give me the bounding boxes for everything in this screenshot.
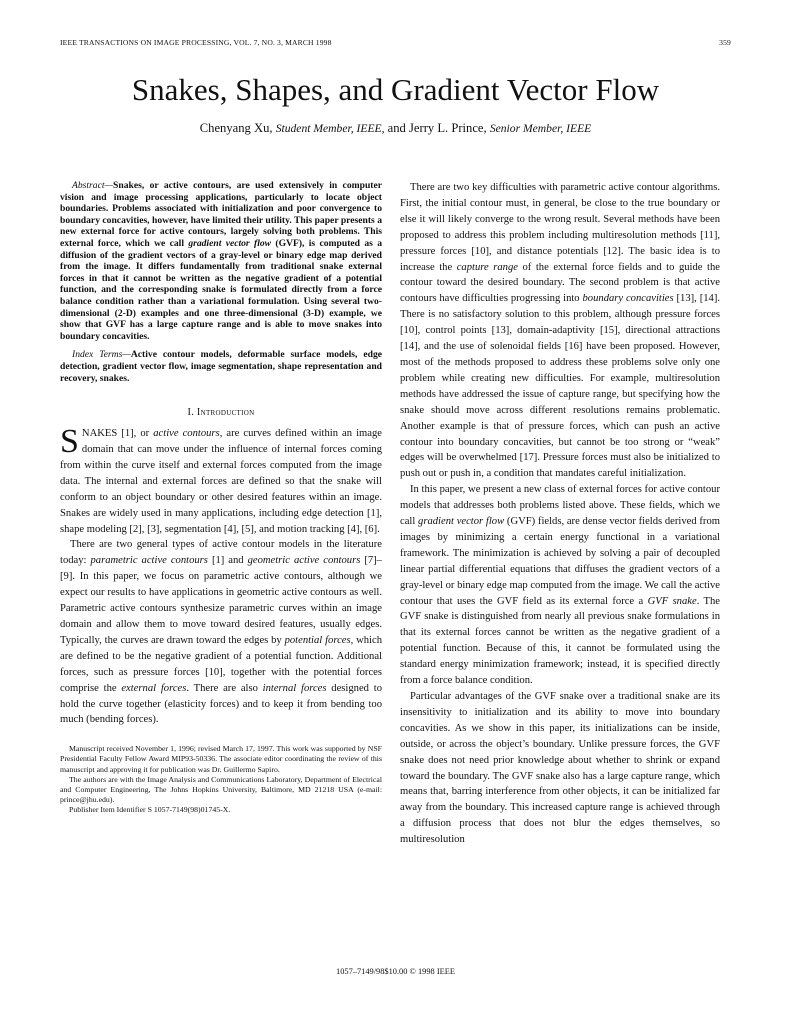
first-page-footnote [60, 744, 382, 815]
author-title-2: Senior Member, IEEE [489, 122, 592, 135]
abstract-text-1: Snakes, or active contours, are used extensively in computer vision and image processing applications, particularly to locate object boundaries. Problems associated with initialization and poor convergence to boundary concavities, however, have limited their utility. This paper presents a new external force for active contours, largely solving both problems. This external force, which we call [60, 180, 382, 249]
intro-paragraph-1 [60, 423, 382, 537]
author-name-2: Jerry L. Prince, [409, 121, 487, 135]
copyright-line: 1057–7149/98$10.00 © 1998 IEEE [336, 967, 455, 976]
paper-title: Snakes, Shapes, and Gradient Vector Flow [131, 72, 660, 107]
intro-text: , which are defined to be the negative gradient of a potential function. Additional forces, such as pressure forces [10], together with the potential forces comprise the [60, 634, 382, 694]
footnote-manuscript: Manuscript received November 1, 1996; revised March 17, 1997. This work was supported by NSF Presidential Faculty Fellow Award MIP93-50336. The associate editor coordinating the review of this manuscript and approving it for publication was Dr. Guillermo Sapiro. [60, 744, 382, 774]
body-term: GVF snake [647, 595, 697, 607]
intro-term: active contours [153, 428, 220, 440]
author-title-1: Student Member, IEEE, [275, 122, 385, 135]
drop-cap: S [60, 423, 79, 461]
intro-text: designed to hold the curve together (elasticity forces) and to keep it from bending too much (bending forces). [60, 682, 382, 726]
body-text: In this paper, we present a new class of external forces for active contour models that addresses both problems listed above. These fields, which we call [400, 484, 720, 528]
running-header [60, 38, 731, 50]
body-text: (GVF) fields, are dense vector fields derived from images by minimizing a certain energy functional in a variational framework. The minimization is achieved by solving a pair of decoupled linear partial differential equations that diffuses the gradient vectors of a gray-level or binary edge map computed from the image. We call the active contour that uses the GVF field as its external force a [400, 516, 720, 607]
right-column [400, 180, 720, 952]
body-text: There are two key difficulties with parametric active contour algorithms. First, the initial contour must, in general, be close to the true boundary or else it will likely converge to the wrong result. Several methods have been proposed to address this problem including multiresolution methods [11], pressure forces [10], and distance potentials [12]. The basic idea is to increase the [400, 182, 720, 273]
intro-text: , are curves defined within an image domain that can move under the influence of internal forces coming from within the curve itself and external forces computed from the image data. The internal and external forces are defined so that the snake will conform to an object boundary or other desired features within an image. Snakes are widely used in many applications, including edge detection [1], shape modeling [2], [3], segmentation [4], [5], and motion tracking [4], [6]. [60, 428, 382, 535]
index-terms-text: Active contour models, deformable surface models, edge detection, gradient vector flow, image segmentation, shape representation and recovery, snakes. [60, 349, 382, 384]
index-terms-label: Index Terms— [72, 349, 131, 361]
abstract-label: Abstract— [72, 180, 114, 191]
intro-text: [1] and [207, 555, 248, 567]
author-conjunction: and [387, 121, 406, 135]
intro-text: . There are also [186, 682, 263, 694]
body-term: capture range [456, 261, 518, 273]
section-title: Introduction [196, 407, 255, 419]
intro-term: potential forces [284, 634, 351, 646]
body-term: boundary concavities [582, 293, 674, 305]
footnote-affiliation: The authors are with the Image Analysis and Communications Laboratory, Department of Electrical and Computer Engineering, The Johns Hopkins University, Baltimore, MD 21218 USA (e-mail: prince@jhu.edu). [60, 774, 382, 804]
intro-term: external forces [121, 682, 187, 694]
body-paragraph-3: Particular advantages of the GVF snake over a traditional snake are its insensitivity to initialization and its ability to move into boundary concavities. As we show in this paper, its initializations can be inside, outside, or across the object’s boundary. Unlike pressure forces, the GVF snake does not need prior knowledge about whether to shrink or expand toward the boundary. The GVF snake also has a large capture range, which means that, barring interference from other objects, it can be initialized far away from the boundary. This increased capture range is achieved through a diffusion process that does not blur the edges themselves, so multiresolution [400, 691, 720, 846]
left-column [60, 180, 382, 952]
author-name-1: Chenyang Xu, [199, 121, 273, 135]
intro-paragraph-2 [60, 537, 382, 728]
body-text: . The GVF snake is distinguished from nearly all previous snake formulations in that its external forces cannot be written as the negative gradient of a potential function. Because of this, it cannot be formulated using the standard energy minimization framework; instead, it is specified directly from a force balance condition. [400, 595, 720, 687]
intro-text: There are two general types of active contour models in the literature today: [60, 539, 382, 567]
intro-term: geometric active contours [247, 555, 361, 567]
intro-text: [1], or [117, 428, 154, 440]
abstract [60, 180, 382, 342]
section-numeral: I. [187, 407, 195, 419]
body-text: of the external force fields and to guide the contour toward the desired boundary. The second problem is that active contours have difficulties progressing into [400, 261, 720, 305]
intro-term: parametric active contours [90, 555, 208, 567]
intro-term: internal forces [262, 682, 327, 694]
abstract-text-2: (GVF), is computed as a diffusion of the gradient vectors of a gray-level or binary edge map derived from the image. It differs fundamentally from traditional snake external forces in that it cannot be written as the negative gradient of a potential function, and the corresponding snake is formulated directly from a force balance condition rather than a variational formulation. Using several two-dimensional (2-D) examples and one three-dimensional (3-D) example, we show that GVF has a large capture range and is able to move snakes into boundary concavities. [60, 237, 382, 342]
body-term: gradient vector flow [418, 516, 505, 528]
section-heading-introduction [60, 407, 382, 418]
footnote-publisher-id: Publisher Item Identifier S 1057-7149(98)01745-X. [69, 804, 231, 814]
abstract-term: gradient vector flow [188, 237, 272, 249]
journal-running-head: IEEE TRANSACTIONS ON IMAGE PROCESSING, VOL. 7, NO. 3, MARCH 1998 [60, 38, 332, 47]
body-paragraph-2 [400, 482, 720, 689]
author-line [0, 121, 791, 136]
body-text: [13], [14]. There is no satisfactory solution to this problem, although pressure forces [10], control points [13], domain-adaptivity [15], directional attractions [14], and the use of solenoidal fields [16] have been proposed. However, most of the methods proposed to address these problems solve only one problem while creating new difficulties. For example, multiresolution methods have addressed the issue of capture range, but specifying how the snake should move across different resolutions remains problematic. Another example is that of pressure forces, which can push an active contour into boundary concavities, but cannot be too strong or “weak” edges will be overwhelmed [17]. Pressure forces must also be initialized to push out or push in, a condition that mandates careful initialization. [400, 293, 720, 480]
intro-text: [7]–[9]. In this paper, we focus on parametric active contours, although we expect our results to have applications in geometric active contours as well. Parametric active contours synthesize parametric curves within an image domain and allow them to move toward desired features, usually edges. Typically, the curves are drawn toward the edges by [60, 555, 382, 646]
body-paragraph-1 [400, 180, 720, 482]
index-terms [60, 349, 382, 384]
intro-capword: NAKES [81, 428, 118, 440]
page-number: 359 [719, 38, 731, 47]
